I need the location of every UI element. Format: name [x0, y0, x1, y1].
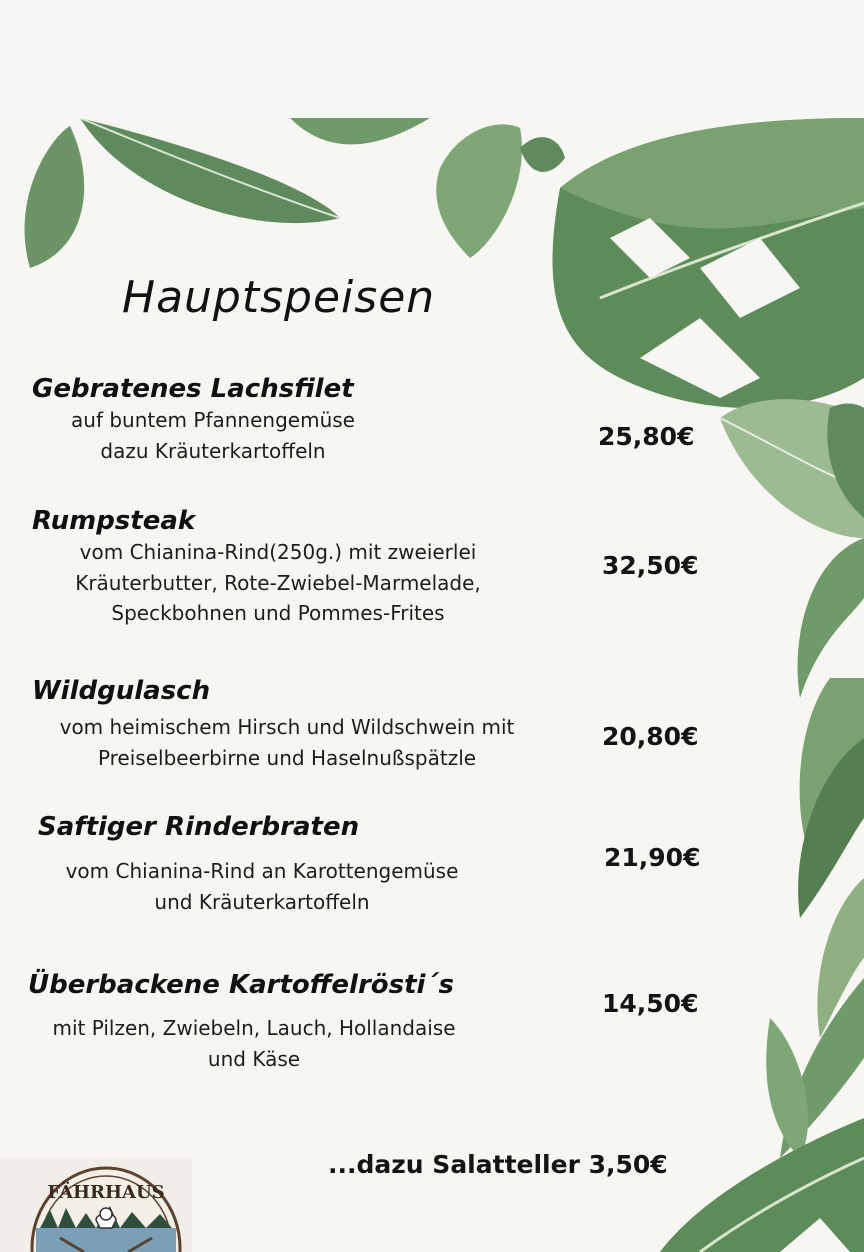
dish-price: 25,80€ — [598, 422, 695, 451]
dish-description — [28, 1013, 480, 1074]
dish-price: 21,90€ — [604, 843, 701, 872]
side-salad-note: ...dazu Salatteller 3,50€ — [328, 1150, 668, 1179]
cut-off-bottom-text — [278, 1235, 288, 1252]
description-line: auf buntem Pfannengemüse — [71, 408, 355, 432]
faehrhaus-logo-icon — [0, 1158, 192, 1252]
dish-name: Wildgulasch — [32, 676, 211, 706]
restaurant-logo — [0, 1158, 192, 1252]
dish-description — [34, 856, 490, 917]
svg-text:FÄHRHAUS: FÄHRHAUS — [47, 1182, 165, 1203]
description-line: vom Chianina-Rind(250g.) mit zweierlei — [79, 540, 477, 564]
dish-price: 20,80€ — [602, 722, 699, 751]
description-line: Speckbohnen und Pommes-Frites — [111, 601, 445, 625]
dish-price: 32,50€ — [602, 551, 699, 580]
dish-name: Gebratenes Lachsfilet — [32, 374, 354, 404]
dish-description — [30, 405, 396, 466]
description-line: mit Pilzen, Zwiebeln, Lauch, Hollandaise — [52, 1016, 456, 1040]
dish-description — [26, 537, 530, 629]
description-line: Kräuterbutter, Rote-Zwiebel-Marmelade, — [75, 570, 481, 595]
menu-title: Hauptspeisen — [122, 272, 436, 323]
dish-name: Überbackene Kartoffelrösti´s — [28, 970, 454, 1000]
dish-name: Rumpsteak — [32, 506, 196, 536]
description-line: Preiselbeerbirne und Haselnußspätzle — [97, 745, 477, 770]
dish-name: Saftiger Rinderbraten — [38, 812, 360, 842]
top-blank-bar — [0, 0, 864, 118]
description-line: und Kräuterkartoffeln — [154, 889, 370, 914]
description-line: dazu Kräuterkartoffeln — [100, 438, 326, 463]
description-line: vom Chianina-Rind an Karottengemüse — [65, 859, 459, 883]
dish-description — [24, 712, 550, 773]
dish-price: 14,50€ — [602, 989, 699, 1018]
menu-card — [0, 118, 864, 1252]
description-line: vom heimischem Hirsch und Wildschwein mit — [59, 715, 515, 739]
description-line: und Käse — [207, 1046, 301, 1071]
